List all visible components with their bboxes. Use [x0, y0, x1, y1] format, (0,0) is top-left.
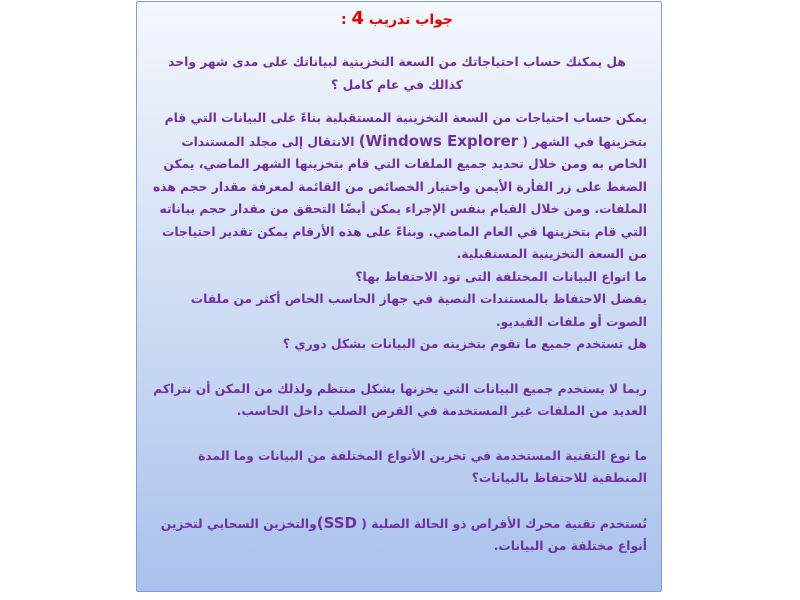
answer-text-part1: تُستخدم تقنية محرك الأقراص ذو الحالة الصلبة ( — [357, 516, 647, 531]
question-storage-technology: ما نوع التقنية المستخدمة في تخزين الأنواع المختلفة من البيانات وما المدة المنطقية للاحتفاظ بالبيانات؟ — [198, 448, 647, 485]
answer-text-part1: يمكن حساب احتياجات من السعة التخزينية المستقبلية بناءً على البيانات التي قام بتخزينها في الشهر ( — [164, 111, 647, 149]
page-title — [147, 6, 647, 33]
answer-card — [136, 1, 662, 592]
title-number: 4 — [351, 8, 365, 29]
answer-data-types: يفضل الاحتفاظ بالمستندات النصية في جهاز الحاسب الخاص أكثر من ملفات الصوت أو ملفات الفيديو. — [190, 292, 647, 329]
windows-explorer-label: (Windows Explorer — [358, 131, 519, 150]
question-data-usage: هل تستخدم جميع ما تقوم بتخزينه من البيانات بشكل دوري ؟ — [282, 337, 647, 351]
answer-storage-technology — [147, 512, 647, 558]
title-colon: : — [341, 12, 352, 28]
title-text: جواب تدريب — [368, 12, 453, 28]
answer-text-part2: والتخزين السحابي لتخزين أنواع مختلفة من البيانات. — [160, 516, 647, 553]
question-data-types: ما انواع البيانات المختلفة التى تود الاحتفاظ بها؟ — [355, 269, 647, 284]
answer-data-usage: ربما لا يستخدم جميع البيانات التي يخزنها بشكل منتظم ولذلك من المكن أن نتراكم العديد من الملفات غير المستخدمة في القرص الصلب داخل الحاسب. — [153, 381, 647, 418]
question-storage-capacity: هل يمكنك حساب احتياجاتك من السعة التخزينية لبياناتك على مدى شهر واحد كذالك في عام كامل ؟ — [168, 55, 626, 92]
answer-storage-capacity — [147, 107, 647, 266]
ssd-label: (SSD — [316, 513, 358, 532]
answer-text-part2: الانتقال إلى مجلد المستندات الخاص به ومن خلال تحديد جميع الملفات التي قام بتخزينها الشهر الماضي، يمكن الضغط على زر الفأرة الأيمن واختيار الخصائص من القائمة لمعرفة مقدار حجم هذه الملفات. ومن خلال القيام بنفس الإجراء يمكن أيضًا التحقق من مقدار حجم بياناته التي قام بتخزينها في العام الماضي. وبناءً على هذه الأرقام يمكن تقدير احتياجات من السعة التخزينية المستقبلية. — [152, 134, 647, 261]
